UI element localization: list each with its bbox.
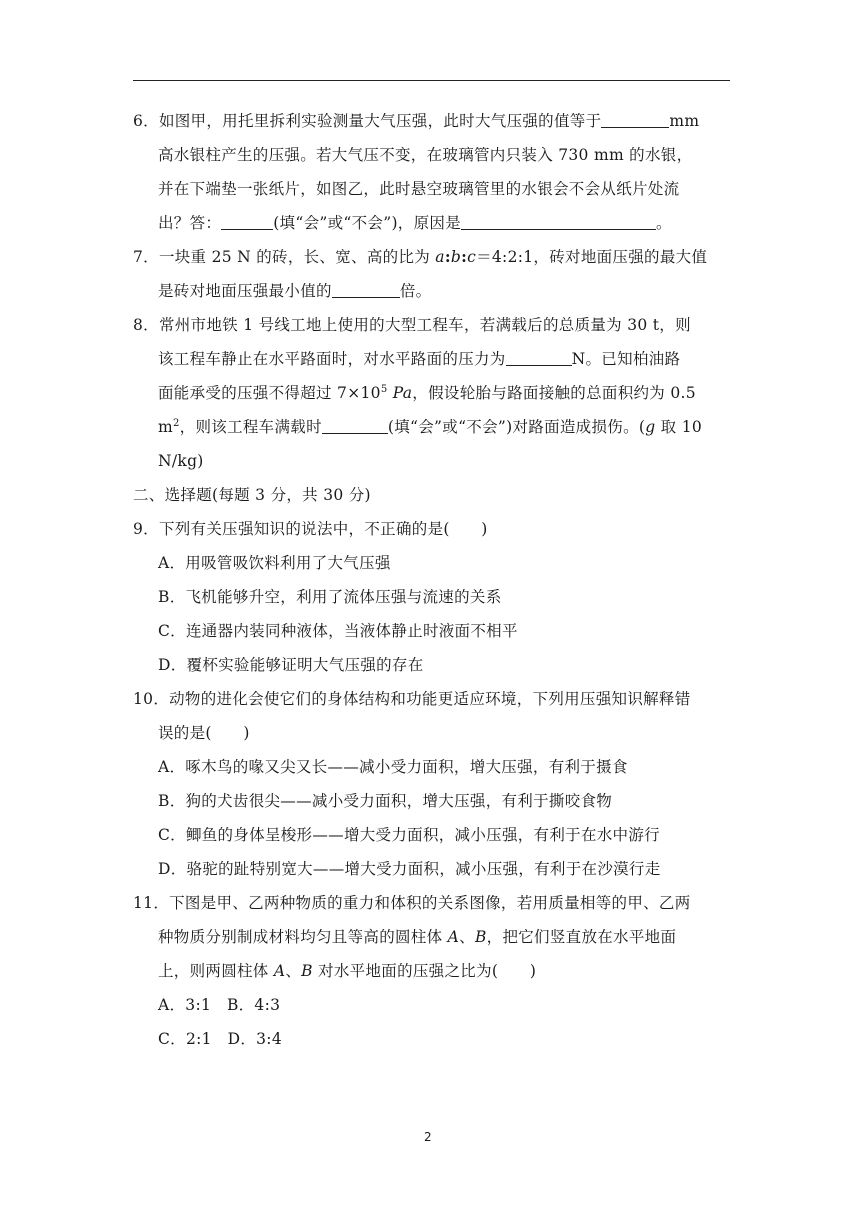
- q11-text-3a: 上，则两圆柱体: [158, 962, 274, 980]
- q8-line1: 8．常州市地铁 1 号线工地上使用的大型工程车，若满载后的总质量为 30 t，则: [133, 316, 691, 334]
- q8-text-3a: 面能承受的压强不得超过 7×10: [158, 384, 381, 402]
- q6-text-4b: (填“会”或“不会”)，原因是: [273, 214, 461, 232]
- exponent: 2: [173, 417, 180, 429]
- section-heading: 二、选择题(每题 3 分，共 30 分): [133, 486, 371, 504]
- q7-line1: [133, 247, 707, 267]
- q11-text-2a: 种物质分别制成材料均匀且等高的圆柱体: [158, 928, 448, 946]
- exponent: 5: [380, 383, 388, 395]
- q8-text-2a: 该工程车静止在水平路面时，对水平路面的压力为: [158, 350, 506, 368]
- q10-option-b[interactable]: B．狗的犬齿很尖——减小受力面积，增大压强，有利于撕咬食物: [158, 792, 613, 810]
- q7-text-2a: 是砖对地面压强最小值的: [158, 282, 332, 300]
- var-g: g: [645, 418, 656, 436]
- q6-text-1a: 6．如图甲，用托里拆利实验测量大气压强，此时大气压强的值等于: [133, 112, 602, 130]
- q11-text-3b: 对水平地面的压强之比为( ): [312, 962, 537, 980]
- q8-text-4b: ，则该工程车满载时: [179, 418, 322, 436]
- q11-stem-line2: [158, 927, 676, 947]
- var-a: a: [435, 248, 445, 266]
- var-B: B: [474, 928, 487, 946]
- unit-pa: Pa: [387, 384, 413, 402]
- ratio-sep: :: [461, 247, 468, 266]
- q11-options-row2[interactable]: C．2:1 D．3:4: [158, 1030, 282, 1048]
- q7-text-1b: ＝4:2:1，砖对地面压强的最大值: [476, 248, 708, 266]
- answer-blank[interactable]: [601, 111, 669, 128]
- q7-text-2b: 倍。: [399, 282, 432, 300]
- q9-option-d[interactable]: D．覆杯实验能够证明大气压强的存在: [158, 656, 424, 674]
- answer-blank[interactable]: [506, 349, 572, 366]
- q8-line3: [158, 383, 696, 403]
- q10-stem-line1: 10．动物的进化会使它们的身体结构和功能更适应环境，下列用压强知识解释错: [133, 690, 691, 708]
- answer-blank[interactable]: [221, 213, 273, 230]
- q6-text-4c: 。: [656, 214, 672, 232]
- answer-blank[interactable]: [322, 417, 388, 434]
- q7-line2: [158, 281, 431, 301]
- var-c: c: [467, 248, 477, 266]
- q10-option-a[interactable]: A．啄木鸟的喙又尖又长——减小受力面积，增大压强，有利于摄食: [158, 758, 628, 776]
- q8-text-3b: ，假设轮胎与路面接触的总面积约为 0.5: [412, 384, 696, 402]
- var-A: A: [273, 962, 286, 980]
- var-A: A: [447, 928, 460, 946]
- q11-stem-line1: 11．下图是甲、乙两种物质的重力和体积的关系图像，若用质量相等的甲、乙两: [133, 894, 691, 912]
- ratio-sep: :: [444, 247, 451, 266]
- q9-stem: 9．下列有关压强知识的说法中，不正确的是( ): [133, 520, 488, 538]
- q6-line1: [133, 111, 699, 131]
- q8-text-4c: (填“会”或“不会”)对路面造成损伤。(: [387, 418, 646, 436]
- var-b: b: [450, 248, 462, 266]
- q9-option-b[interactable]: B．飞机能够升空，利用了流体压强与流速的关系: [158, 588, 502, 606]
- q8-line5: N/kg): [158, 452, 204, 470]
- q6-line3: 并在下端垫一张纸片，如图乙，此时悬空玻璃管里的水银会不会从纸片处流: [158, 180, 680, 198]
- q7-text-1a: 7．一块重 25 N 的砖，长、宽、高的比为: [133, 248, 436, 266]
- separator: 、: [459, 928, 475, 946]
- q6-line2: 高水银柱产生的压强。若大气压不变，在玻璃管内只装入 730 mm 的水银，: [158, 146, 693, 164]
- answer-blank[interactable]: [332, 281, 400, 298]
- header-rule: [133, 80, 730, 81]
- q9-option-a[interactable]: A．用吸管吸饮料利用了大气压强: [158, 554, 391, 572]
- q11-text-2b: ，把它们竖直放在水平地面: [486, 928, 677, 946]
- q8-line4: [158, 417, 702, 437]
- q6-text-1b: mm: [669, 112, 700, 130]
- q10-stem-line2: 误的是( ): [158, 724, 250, 742]
- q6-text-4a: 出？答：: [158, 214, 222, 232]
- q6-line4: [158, 213, 672, 233]
- q11-options-row1[interactable]: A．3:1 B．4:3: [158, 996, 281, 1014]
- q10-option-c[interactable]: C．鲫鱼的身体呈梭形——增大受力面积，减小压强，有利于在水中游行: [158, 826, 660, 844]
- q8-line2: [158, 349, 680, 369]
- q8-text-4d: 取 10: [655, 418, 703, 436]
- q8-text-2b: N。已知柏油路: [571, 350, 681, 368]
- separator: 、: [285, 962, 302, 980]
- q9-option-c[interactable]: C．连通器内装同种液体，当液体静止时液面不相平: [158, 622, 518, 640]
- page-number: 2: [424, 1130, 432, 1144]
- answer-blank[interactable]: [461, 213, 656, 230]
- var-B: B: [301, 962, 313, 980]
- q10-option-d[interactable]: D．骆驼的趾特别宽大——增大受力面积，减小压强，有利于在沙漠行走: [158, 860, 661, 878]
- q8-text-4a: m: [158, 418, 173, 436]
- q11-stem-line3: [158, 961, 536, 981]
